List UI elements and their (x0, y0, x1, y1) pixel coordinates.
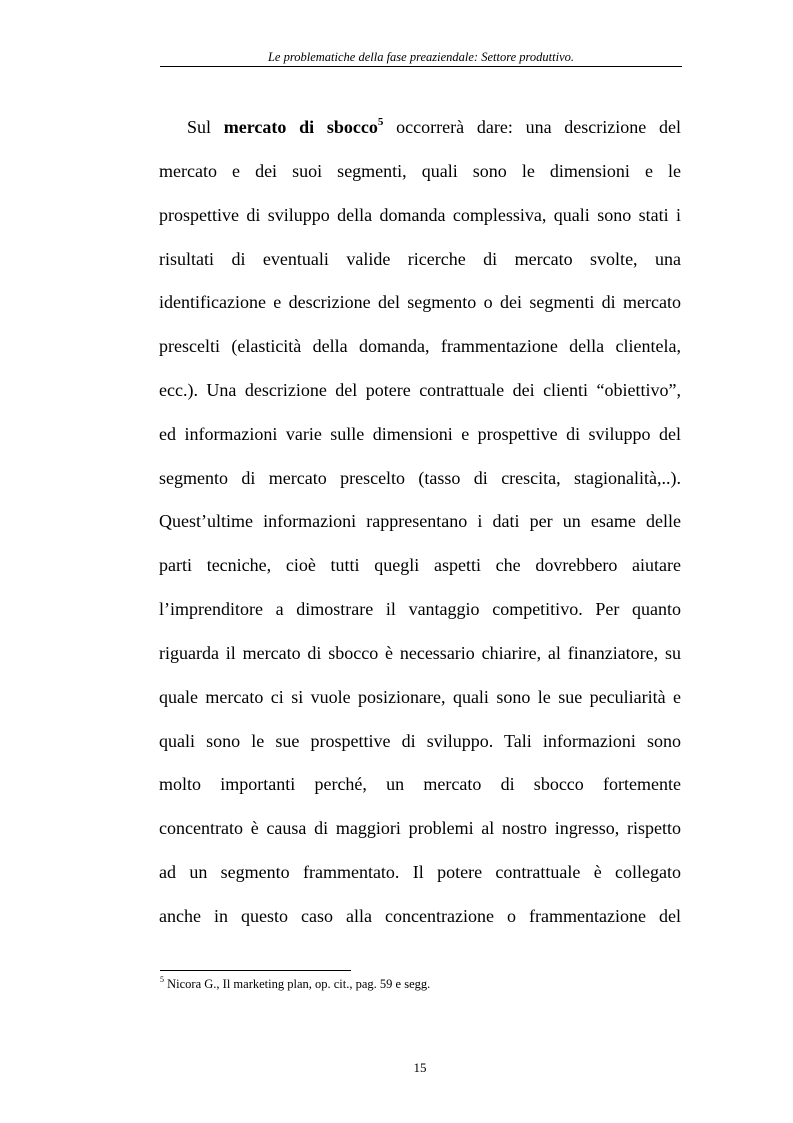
paragraph-line: riguarda il mercato di sbocco è necessario chiarire, al finanziatore, su (159, 643, 681, 663)
footnote-reference[interactable]: 5 (377, 116, 384, 128)
paragraph-line: risultati di eventuali valide ricerche di mercato svolte, una (159, 249, 681, 269)
paragraph-line: l’imprenditore a dimostrare il vantaggio competitivo. Per quanto (159, 599, 681, 619)
paragraph-line: parti tecniche, cioè tutti quegli aspetti che dovrebbero aiutare (159, 555, 681, 575)
paragraph-line: prescelti (elasticità della domanda, frammentazione della clientela, (159, 336, 681, 356)
paragraph-line: concentrato è causa di maggiori problemi al nostro ingresso, rispetto (159, 818, 681, 838)
paragraph-line: quale mercato ci si vuole posizionare, quali sono le sue peculiarità e (159, 687, 681, 707)
paragraph-line: Quest’ultime informazioni rappresentano i dati per un esame delle (159, 511, 681, 531)
footnote-number: 5 (160, 974, 164, 984)
paragraph-line: anche in questo caso alla concentrazione o frammentazione del (159, 906, 681, 926)
paragraph-line: ad un segmento frammentato. Il potere contrattuale è collegato (159, 862, 681, 882)
paragraph-line: prospettive di sviluppo della domanda complessiva, quali sono stati i (159, 205, 681, 225)
paragraph-first-line-rest: occorrerà dare: una descrizione del (383, 117, 681, 137)
paragraph-line: ed informazioni varie sulle dimensioni e prospettive di sviluppo del (159, 424, 681, 444)
paragraph-lead-text: Sul (187, 117, 224, 137)
paragraph-line: mercato e dei suoi segmenti, quali sono le dimensioni e le (159, 161, 681, 181)
page-number: 15 (413, 1060, 427, 1075)
footnote (160, 976, 430, 992)
paragraph-line: quali sono le sue prospettive di sviluppo. Tali informazioni sono (159, 731, 681, 751)
footnote-rule (160, 970, 351, 971)
paragraph-line: segmento di mercato prescelto (tasso di crescita, stagionalità,..). (159, 468, 681, 488)
header-rule (160, 66, 682, 67)
paragraph-line: molto importanti perché, un mercato di sbocco fortemente (159, 774, 681, 794)
footnote-text: Nicora G., Il marketing plan, op. cit., pag. 59 e segg. (164, 977, 431, 991)
paragraph-line: identificazione e descrizione del segmento o dei segmenti di mercato (159, 292, 681, 312)
paragraph-line-1 (187, 116, 681, 138)
running-header: Le problematiche della fase preaziendale: Settore produttivo. (267, 50, 575, 64)
paragraph-line: ecc.). Una descrizione del potere contrattuale dei clienti “obiettivo”, (159, 380, 681, 400)
key-term-mercato-di-sbocco: mercato di sbocco (223, 117, 378, 137)
